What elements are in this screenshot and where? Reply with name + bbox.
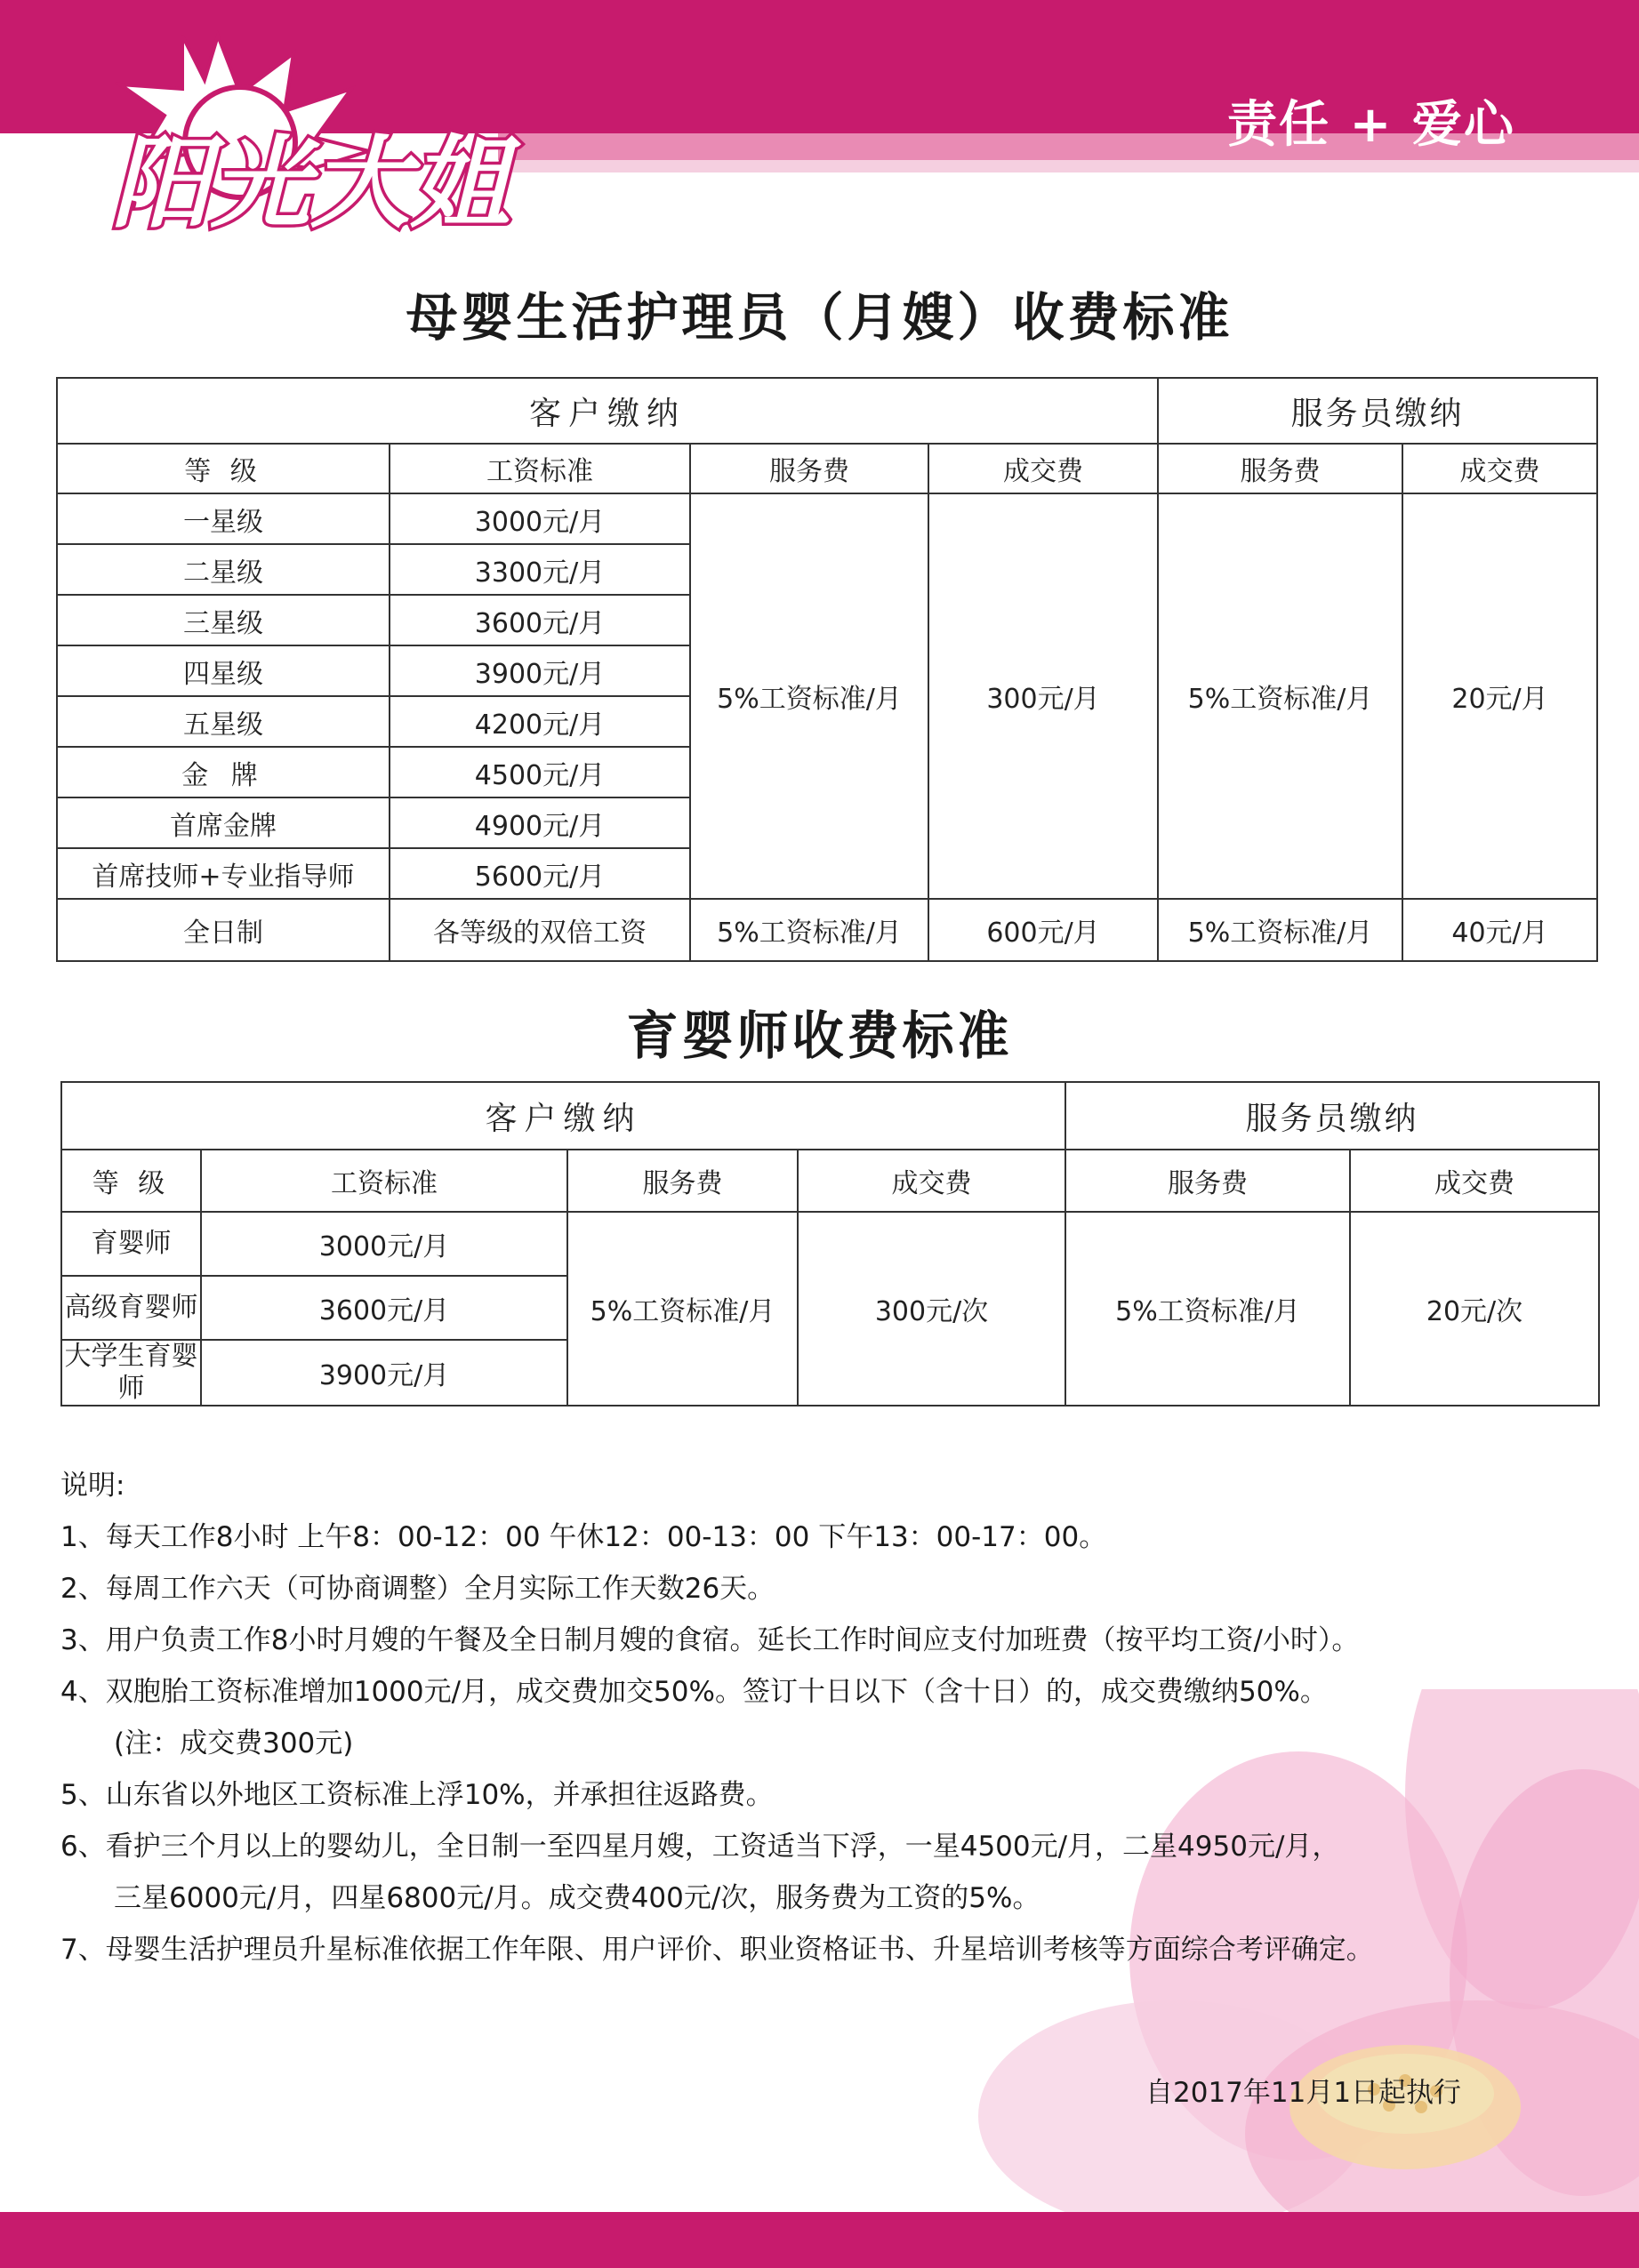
col-service-fee: 服务费 <box>567 1150 798 1212</box>
header-stripe-light <box>498 160 1639 172</box>
merged-deal-fee: 300元/次 <box>798 1212 1065 1406</box>
wage-cell: 4200元/月 <box>390 696 690 747</box>
wage-cell: 3300元/月 <box>390 544 690 595</box>
table1 <box>56 377 1598 962</box>
col-deal-fee: 成交费 <box>928 444 1158 493</box>
col-staff-deal-fee: 成交费 <box>1350 1150 1599 1212</box>
fullday-wage: 各等级的双倍工资 <box>390 899 690 961</box>
note-line: 1、每天工作8小时 上午8：00-12：00 午休12：00-13：00 下午13：00-17：00。 <box>60 1521 1107 1553</box>
wage-cell: 3900元/月 <box>201 1340 567 1406</box>
note-line: 6、看护三个月以上的婴幼儿，全日制一至四星月嫂，工资适当下浮，一星4500元/月，二星4950元/月， <box>60 1831 1340 1863</box>
col-staff-deal-fee: 成交费 <box>1402 444 1597 493</box>
col-wage: 工资标准 <box>201 1150 567 1212</box>
wage-cell: 3600元/月 <box>201 1276 567 1340</box>
staff-pay-header: 服务员缴纳 <box>1065 1082 1599 1150</box>
brand-logo <box>84 18 582 258</box>
fullday-staff-service-fee: 5%工资标准/月 <box>1158 899 1402 961</box>
level-cell: 四星级 <box>57 645 390 696</box>
wage-cell: 4500元/月 <box>390 747 690 797</box>
col-staff-service-fee: 服务费 <box>1158 444 1402 493</box>
note-line: (注：成交费300元) <box>114 1727 354 1759</box>
fullday-service-fee: 5%工资标准/月 <box>690 899 928 961</box>
wage-cell: 5600元/月 <box>390 848 690 899</box>
note-line: 3、用户负责工作8小时月嫂的午餐及全日制月嫂的食宿。延长工作时间应支付加班费（按平均工资/小时）。 <box>60 1624 1360 1656</box>
col-service-fee: 服务费 <box>690 444 928 493</box>
note-line: 2、每周工作六天（可协商调整）全月实际工作天数26天。 <box>60 1573 775 1605</box>
table2 <box>60 1081 1600 1406</box>
wage-cell: 3900元/月 <box>390 645 690 696</box>
wage-cell: 4900元/月 <box>390 797 690 848</box>
merged-staff-service-fee: 5%工资标准/月 <box>1065 1212 1350 1406</box>
wage-cell: 3600元/月 <box>390 595 690 645</box>
level-cell: 大学生育婴师 <box>61 1340 201 1406</box>
fullday-level: 全日制 <box>57 899 390 961</box>
wage-cell: 3000元/月 <box>390 493 690 544</box>
level-cell: 二星级 <box>57 544 390 595</box>
merged-staff-service-fee: 5%工资标准/月 <box>1158 493 1402 899</box>
level-cell: 高级育婴师 <box>61 1276 201 1340</box>
col-level: 等 级 <box>57 444 390 493</box>
level-cell: 育婴师 <box>61 1212 201 1276</box>
col-wage: 工资标准 <box>390 444 690 493</box>
merged-staff-deal-fee: 20元/次 <box>1350 1212 1599 1406</box>
customer-pay-header: 客户缴纳 <box>61 1082 1065 1150</box>
slogan: 责任 + 爱心 <box>1227 96 1515 154</box>
table2-title: 育婴师收费标准 <box>626 1006 1013 1066</box>
wage-cell: 3000元/月 <box>201 1212 567 1276</box>
level-cell: 金 牌 <box>57 747 390 797</box>
note-line: 5、山东省以外地区工资标准上浮10%，并承担往返路费。 <box>60 1779 774 1811</box>
effective-date: 自2017年11月1日起执行 <box>1145 2077 1462 2109</box>
merged-staff-deal-fee: 20元/月 <box>1402 493 1597 899</box>
note-line: 4、双胞胎工资标准增加1000元/月，成交费加交50%。签订十日以下（含十日）的，成交费缴纳50%。 <box>60 1676 1328 1708</box>
level-cell: 首席技师+专业指导师 <box>57 848 390 899</box>
merged-service-fee: 5%工资标准/月 <box>690 493 928 899</box>
level-cell: 三星级 <box>57 595 390 645</box>
note-line: 7、母婴生活护理员升星标准依据工作年限、用户评价、职业资格证书、升星培训考核等方面综合考评确定。 <box>60 1934 1374 1966</box>
merged-deal-fee: 300元/月 <box>928 493 1158 899</box>
col-level: 等 级 <box>61 1150 201 1212</box>
fullday-staff-deal-fee: 40元/月 <box>1402 899 1597 961</box>
note-line: 三星6000元/月，四星6800元/月。成交费400元/次，服务费为工资的5%。 <box>114 1882 1040 1914</box>
customer-pay-header: 客户缴纳 <box>57 378 1158 444</box>
footer-band <box>0 2212 1639 2268</box>
fullday-deal-fee: 600元/月 <box>928 899 1158 961</box>
notes-heading: 说明: <box>60 1470 125 1502</box>
level-cell: 五星级 <box>57 696 390 747</box>
staff-pay-header: 服务员缴纳 <box>1158 378 1597 444</box>
col-deal-fee: 成交费 <box>798 1150 1065 1212</box>
col-staff-service-fee: 服务费 <box>1065 1150 1350 1212</box>
table1-title: 母婴生活护理员（月嫂）收费标准 <box>406 287 1233 348</box>
notes <box>60 1460 1608 1975</box>
level-cell: 首席金牌 <box>57 797 390 848</box>
merged-service-fee: 5%工资标准/月 <box>567 1212 798 1406</box>
logo-text: 阳光大姐 <box>111 126 510 242</box>
level-cell: 一星级 <box>57 493 390 544</box>
